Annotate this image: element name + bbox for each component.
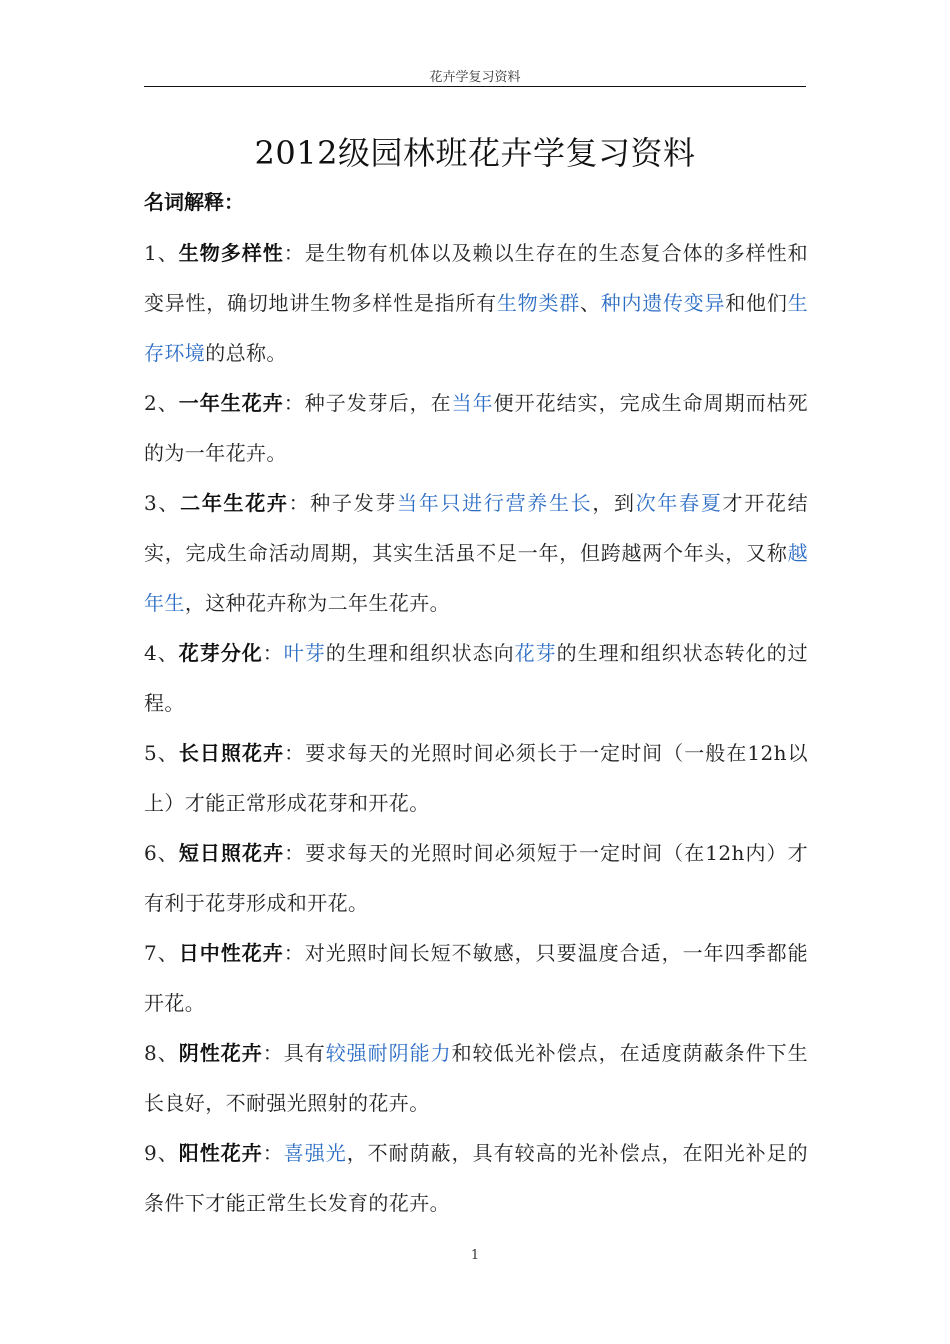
definition-text: 、 bbox=[579, 291, 601, 315]
term: 阳性花卉 bbox=[178, 1141, 263, 1165]
running-header: 花卉学复习资料 bbox=[429, 70, 521, 85]
definition-text: ：要求每天的光照时间必须长于一定时间（一般在12h以上）才能正常形成花芽和开花。 bbox=[144, 741, 808, 815]
definition-text: ：是生物有机体以及赖以生存在的生态复合体的多样性和变异性，确切地讲生物多样性是指所有 bbox=[144, 241, 809, 315]
definition-text: ： bbox=[262, 641, 284, 665]
definition-text: 的生理和组织状态转化的过程。 bbox=[144, 641, 808, 715]
term: 二年生花卉 bbox=[180, 491, 289, 515]
item-number: 2、 bbox=[144, 391, 179, 415]
highlighted-text: 次年春夏 bbox=[635, 491, 723, 515]
definition-text: 和较低光补偿点，在适度荫蔽条件下生长良好，不耐强光照射的花卉。 bbox=[144, 1041, 808, 1115]
term: 阴性花卉 bbox=[178, 1041, 263, 1065]
definition-text: ，不耐荫蔽，具有较高的光补偿点，在阳光补足的条件下才能正常生长发育的花卉。 bbox=[144, 1141, 808, 1215]
term: 花芽分化 bbox=[178, 641, 263, 665]
definition-text: 的总称。 bbox=[205, 341, 287, 365]
term: 生物多样性 bbox=[178, 241, 284, 265]
item-number: 7、 bbox=[144, 941, 179, 965]
term: 日中性花卉 bbox=[178, 941, 284, 965]
definition-text: ，这种花卉称为二年生花卉。 bbox=[184, 591, 451, 615]
definition-text: 便开花结实，完成生命周期而枯死的为一年花卉。 bbox=[144, 391, 809, 465]
item-number: 4、 bbox=[144, 641, 179, 665]
highlighted-text: 生存环境 bbox=[144, 291, 808, 365]
item-number: 1、 bbox=[144, 241, 179, 265]
definition-text: 才开花结实，完成生命活动周期，其实生活虽不足一年，但跨越两个年头，又称 bbox=[144, 491, 808, 565]
term: 长日照花卉 bbox=[178, 741, 285, 765]
definition-item bbox=[144, 628, 808, 728]
definition-text: ，到 bbox=[592, 491, 636, 515]
item-number: 5、 bbox=[144, 741, 179, 765]
definition-item bbox=[144, 228, 808, 378]
page-number: 1 bbox=[470, 1248, 480, 1263]
definition-text: 的生理和组织状态向 bbox=[325, 641, 515, 665]
definition-text: 和他们 bbox=[725, 291, 788, 315]
highlighted-text: 越年生 bbox=[144, 541, 808, 615]
definition-text: ：对光照时间长短不敏感，只要温度合适，一年四季都能开花。 bbox=[144, 941, 809, 1015]
term: 短日照花卉 bbox=[178, 841, 285, 865]
definition-item bbox=[144, 1028, 808, 1128]
item-number: 6、 bbox=[144, 841, 179, 865]
definition-item bbox=[144, 828, 808, 928]
definition-list bbox=[144, 228, 808, 1228]
definition-item bbox=[144, 378, 808, 478]
highlighted-text: 当年 bbox=[451, 391, 494, 415]
highlighted-text: 生物类群 bbox=[496, 291, 580, 315]
highlighted-text: 较强耐阴能力 bbox=[325, 1041, 452, 1065]
definition-text: ：种子发芽后，在 bbox=[283, 391, 452, 415]
term: 一年生花卉 bbox=[178, 391, 284, 415]
definition-text: ：要求每天的光照时间必须短于一定时间（在12h内）才有利于花芽形成和开花。 bbox=[144, 841, 808, 915]
definition-text: ： bbox=[262, 1141, 284, 1165]
definition-text: ：种子发芽 bbox=[288, 491, 398, 515]
item-number: 3、 bbox=[144, 491, 181, 515]
definition-item bbox=[144, 728, 808, 828]
highlighted-text: 喜强光 bbox=[283, 1141, 347, 1165]
document-title: 2012级园林班花卉学复习资料 bbox=[254, 134, 696, 172]
highlighted-text: 花芽 bbox=[514, 641, 557, 665]
item-number: 8、 bbox=[144, 1041, 179, 1065]
highlighted-text: 种内遗传变异 bbox=[600, 291, 726, 315]
definition-text: ：具有 bbox=[262, 1041, 326, 1065]
definition-item bbox=[144, 1128, 808, 1228]
item-number: 9、 bbox=[144, 1141, 179, 1165]
header-divider bbox=[144, 86, 806, 87]
highlighted-text: 当年只进行营养生长 bbox=[397, 491, 593, 515]
definition-item bbox=[144, 928, 808, 1028]
section-heading: 名词解释： bbox=[144, 190, 244, 214]
definition-item bbox=[144, 478, 808, 628]
highlighted-text: 叶芽 bbox=[283, 641, 326, 665]
